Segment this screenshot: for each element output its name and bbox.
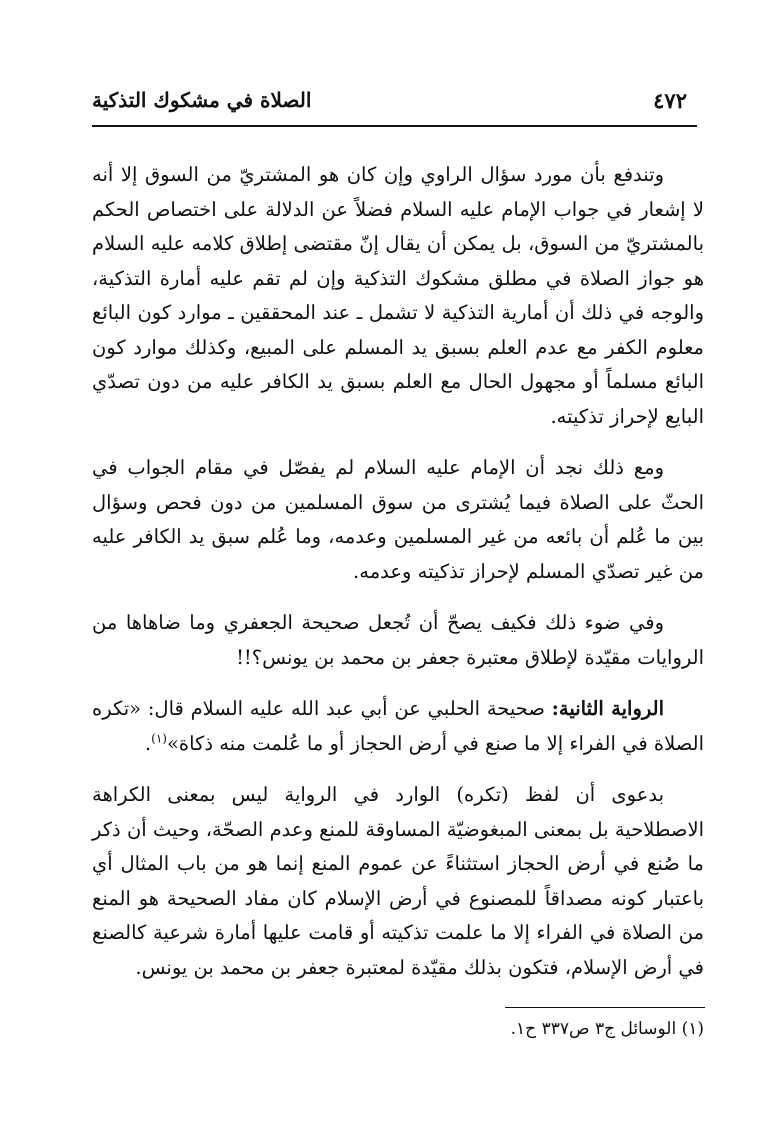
paragraph-1: وتندفع بأن مورد سؤال الراوي وإن كان هو المشتريّ من السوق إلا أنه لا إشعار في جواب الإمام عليه السلام فضلاً عن الدلالة على اختصاص الحكم بالمشتريّ من السوق، بل يمكن أن يقال إنّ مقتضى إطلاق كلامه عليه السلام هو جواز الصلاة في مطلق مشكوك التذكية وإن لم تقم عليه أمارة التذكية، والوجه في ذلك أن أمارية التذكية لا تشمل ـ عند المحققين ـ موارد كون البائع معلوم الكفر مع عدم العلم بسبق يد المسلم على المبيع، وكذلك موارد كون البائع مسلماً أو مجهول الحال مع العلم بسبق يد الكافر عليه من دون تصدّي البايع لإحراز تذكيته. bbox=[92, 163, 704, 428]
main-text bbox=[92, 158, 704, 1002]
narration-label: الرواية الثانية: bbox=[551, 697, 664, 720]
narration-text: صحيحة الحلبي عن أبي عبد الله عليه السلام قال: «تكره الصلاة في الفراء إلا ما صنع في أرض الحجاز أو ما عُلمت منه ذكاة» bbox=[92, 697, 704, 755]
page-number: ٤٧٢ bbox=[653, 88, 687, 113]
paragraph-3: وفي ضوء ذلك فكيف يصحّ أن تُجعل صحيحة الجعفري وما ضاهاها من الروايات مقيّدة لإطلاق معتبرة جعفر بن محمد بن يونس؟!! bbox=[92, 611, 704, 669]
footnote-reference: (١) bbox=[151, 731, 167, 745]
paragraph-2: ومع ذلك نجد أن الإمام عليه السلام لم يفصّل في مقام الجواب في الحثّ على الصلاة فيما يُشترى من سوق المسلمين من دون فحص وسؤال بين ما عُلم أن بائعه من غير المسلمين وعدمه، وما عُلم سبق يد الكافر عليه من غير تصدّي المسلم لإحراز تذكيته وعدمه. bbox=[92, 456, 704, 583]
footnote: (١) الوسائل ج٣ ص٣٣٧ ح١. bbox=[510, 1019, 704, 1039]
page-header bbox=[92, 84, 687, 124]
footnote-divider bbox=[505, 1007, 705, 1008]
narration-tail: . bbox=[144, 731, 152, 755]
header-divider bbox=[92, 125, 697, 127]
paragraph-5: بدعوى أن لفظ (تكره) الوارد في الرواية ليس بمعنى الكراهة الاصطلاحية بل بمعنى المبغوضيّة المساوقة للمنع وعدم الصحّة، وحيث أن ذكر ما صُنع في أرض الحجاز استثناءً عن عموم المنع إنما هو من باب المثال أي باعتبار كونه مصداقاً للمصنوع في أرض الإسلام كان مفاد الصحيحة هو المنع من الصلاة في الفراء إلا ما علمت تذكيته أو قامت عليها أمارة شرعية كالصنع في أرض الإسلام، فتكون بذلك مقيّدة لمعتبرة جعفر بن محمد بن يونس. bbox=[92, 783, 704, 979]
paragraph-4 bbox=[92, 692, 704, 761]
running-title: الصلاة في مشكوك التذكية bbox=[92, 88, 312, 112]
